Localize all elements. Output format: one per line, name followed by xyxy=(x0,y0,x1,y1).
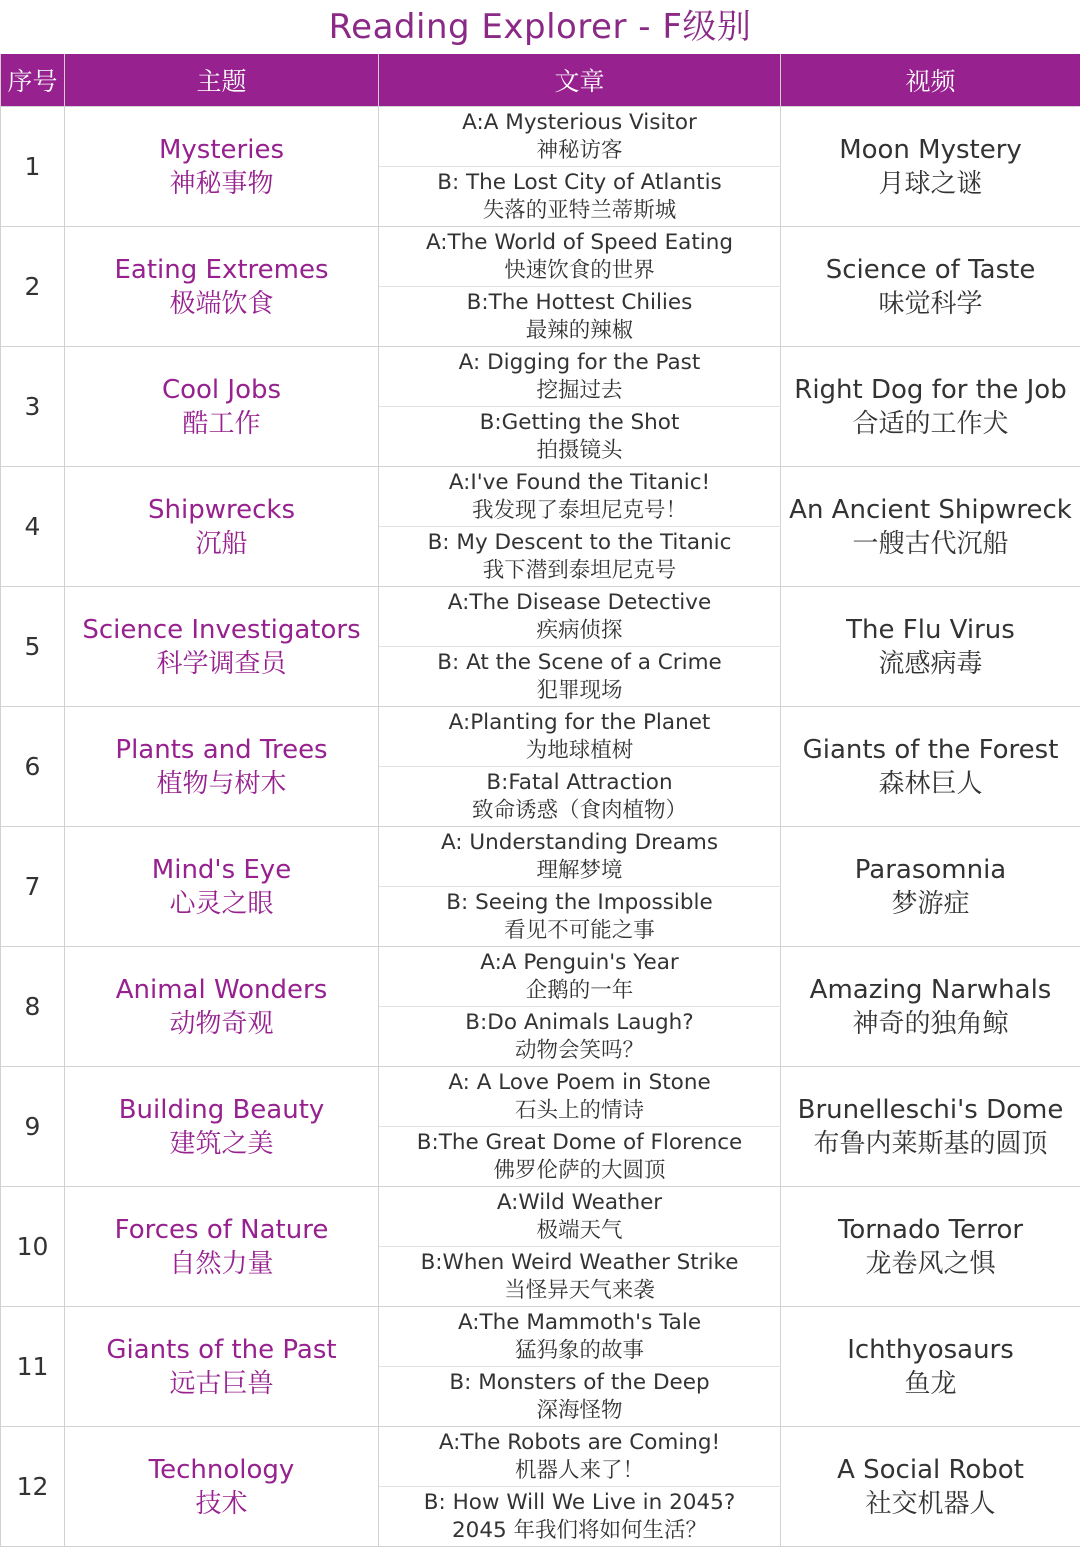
article-b-cell xyxy=(379,1127,781,1187)
video-chinese: 社交机器人 xyxy=(865,1488,996,1519)
row-number: 10 xyxy=(1,1187,65,1307)
video-chinese: 梦游症 xyxy=(891,888,970,919)
article-b-chinese: 失落的亚特兰蒂斯城 xyxy=(482,197,677,223)
video-cell xyxy=(781,1187,1080,1307)
table-row xyxy=(1,587,1080,647)
article-a-cell xyxy=(379,467,781,527)
article-a-cell xyxy=(379,1427,781,1487)
row-number: 11 xyxy=(1,1307,65,1427)
article-a-cell xyxy=(379,107,781,167)
video-english: Tornado Terror xyxy=(837,1214,1024,1245)
topic-chinese: 自然力量 xyxy=(169,1248,274,1279)
topic-cell xyxy=(65,1307,379,1427)
topic-cell xyxy=(65,1187,379,1307)
article-a-english: A:A Mysterious Visitor xyxy=(462,109,697,135)
article-b-chinese: 致命诱惑（食肉植物） xyxy=(471,797,687,823)
article-b-chinese: 我下潜到泰坦尼克号 xyxy=(482,557,677,583)
article-b-english: B: My Descent to the Titanic xyxy=(427,529,732,555)
video-chinese: 月球之谜 xyxy=(878,168,983,199)
article-a-english: A: A Love Poem in Stone xyxy=(448,1069,711,1095)
article-a-chinese: 极端天气 xyxy=(536,1217,623,1243)
video-english: The Flu Virus xyxy=(846,614,1015,645)
article-b-chinese: 佛罗伦萨的大圆顶 xyxy=(493,1157,666,1183)
article-b-cell xyxy=(379,287,781,347)
article-b-chinese: 2045 年我们将如何生活？ xyxy=(451,1517,708,1543)
video-cell xyxy=(781,587,1080,707)
article-a-cell xyxy=(379,947,781,1007)
article-a-chinese: 为地球植树 xyxy=(525,737,634,763)
article-a-cell xyxy=(379,227,781,287)
video-english: Ichthyosaurs xyxy=(847,1334,1014,1365)
article-a-chinese: 机器人来了！ xyxy=(514,1457,644,1483)
table-body xyxy=(1,107,1080,1547)
header-article: 文章 xyxy=(379,54,781,107)
article-b-cell xyxy=(379,167,781,227)
topic-english: Technology xyxy=(148,1454,295,1485)
video-cell xyxy=(781,707,1080,827)
article-a-chinese: 理解梦境 xyxy=(536,857,623,883)
article-b-chinese: 看见不可能之事 xyxy=(504,917,655,943)
curriculum-table xyxy=(0,54,1080,1547)
article-b-english: B:The Great Dome of Florence xyxy=(416,1129,743,1155)
row-number: 2 xyxy=(1,227,65,347)
video-chinese: 森林巨人 xyxy=(878,768,983,799)
article-b-cell xyxy=(379,407,781,467)
article-b-chinese: 拍摄镜头 xyxy=(536,437,623,463)
topic-chinese: 建筑之美 xyxy=(169,1128,274,1159)
row-number: 7 xyxy=(1,827,65,947)
topic-cell xyxy=(65,227,379,347)
video-chinese: 味觉科学 xyxy=(878,288,983,319)
page-title: Reading Explorer - F级别 xyxy=(328,7,752,47)
article-b-cell xyxy=(379,1247,781,1307)
topic-cell xyxy=(65,347,379,467)
topic-chinese: 神秘事物 xyxy=(169,168,274,199)
video-english: Parasomnia xyxy=(854,854,1007,885)
article-a-chinese: 快速饮食的世界 xyxy=(504,257,655,283)
header-row xyxy=(1,54,1080,107)
topic-chinese: 极端饮食 xyxy=(169,288,274,319)
article-a-cell xyxy=(379,587,781,647)
topic-english: Building Beauty xyxy=(118,1094,325,1125)
row-number: 12 xyxy=(1,1427,65,1547)
header-video: 视频 xyxy=(781,54,1080,107)
row-number: 5 xyxy=(1,587,65,707)
topic-chinese: 科学调查员 xyxy=(156,648,287,679)
article-b-english: B:When Weird Weather Strike xyxy=(420,1249,739,1275)
video-cell xyxy=(781,1427,1080,1547)
video-english: Amazing Narwhals xyxy=(809,974,1052,1005)
article-a-english: A:A Penguin's Year xyxy=(480,949,679,975)
article-a-chinese: 企鹅的一年 xyxy=(525,977,634,1003)
article-b-cell xyxy=(379,887,781,947)
table-row xyxy=(1,1187,1080,1247)
article-a-chinese: 猛犸象的故事 xyxy=(514,1337,644,1363)
topic-english: Mysteries xyxy=(158,134,284,165)
video-chinese: 合适的工作犬 xyxy=(852,408,1009,439)
video-english: An Ancient Shipwreck xyxy=(789,494,1072,525)
topic-cell xyxy=(65,587,379,707)
video-chinese: 鱼龙 xyxy=(904,1368,957,1399)
topic-chinese: 技术 xyxy=(195,1488,248,1519)
video-cell xyxy=(781,107,1080,227)
topic-cell xyxy=(65,1067,379,1187)
header-topic: 主题 xyxy=(65,54,379,107)
video-english: Moon Mystery xyxy=(839,134,1022,165)
table-row xyxy=(1,1067,1080,1127)
article-b-english: B: Monsters of the Deep xyxy=(449,1369,710,1395)
article-b-english: B: Seeing the Impossible xyxy=(446,889,713,915)
article-a-chinese: 石头上的情诗 xyxy=(514,1097,644,1123)
video-cell xyxy=(781,347,1080,467)
article-b-chinese: 动物会笑吗？ xyxy=(514,1037,644,1063)
video-cell xyxy=(781,227,1080,347)
article-a-cell xyxy=(379,347,781,407)
video-english: Science of Taste xyxy=(825,254,1036,285)
article-b-cell xyxy=(379,527,781,587)
table-row xyxy=(1,347,1080,407)
topic-english: Giants of the Past xyxy=(106,1334,337,1365)
article-a-cell xyxy=(379,707,781,767)
row-number: 9 xyxy=(1,1067,65,1187)
article-a-chinese: 疾病侦探 xyxy=(536,617,623,643)
article-b-cell xyxy=(379,647,781,707)
row-number: 3 xyxy=(1,347,65,467)
article-b-cell xyxy=(379,1487,781,1547)
topic-english: Eating Extremes xyxy=(114,254,329,285)
table-row xyxy=(1,707,1080,767)
video-cell xyxy=(781,1307,1080,1427)
video-english: Right Dog for the Job xyxy=(794,374,1067,405)
topic-chinese: 心灵之眼 xyxy=(169,888,274,919)
row-number: 1 xyxy=(1,107,65,227)
video-cell xyxy=(781,947,1080,1067)
topic-english: Science Investigators xyxy=(82,614,361,645)
article-a-english: A:I've Found the Titanic! xyxy=(448,469,711,495)
topic-english: Mind's Eye xyxy=(151,854,292,885)
article-b-chinese: 犯罪现场 xyxy=(536,677,623,703)
article-a-english: A:The Robots are Coming! xyxy=(438,1429,721,1455)
row-number: 8 xyxy=(1,947,65,1067)
article-a-cell xyxy=(379,1067,781,1127)
topic-cell xyxy=(65,107,379,227)
article-a-chinese: 我发现了泰坦尼克号！ xyxy=(471,497,687,523)
article-b-english: B:The Hottest Chilies xyxy=(466,289,693,315)
table-row xyxy=(1,1427,1080,1487)
article-b-english: B: The Lost City of Atlantis xyxy=(437,169,722,195)
video-cell xyxy=(781,1067,1080,1187)
topic-cell xyxy=(65,827,379,947)
topic-english: Cool Jobs xyxy=(161,374,282,405)
article-a-english: A: Understanding Dreams xyxy=(440,829,719,855)
video-chinese: 神奇的独角鲸 xyxy=(852,1008,1009,1039)
article-a-chinese: 挖掘过去 xyxy=(536,377,623,403)
table-row xyxy=(1,947,1080,1007)
table-row xyxy=(1,227,1080,287)
topic-chinese: 酷工作 xyxy=(182,408,261,439)
video-chinese: 龙卷风之惧 xyxy=(865,1248,996,1279)
article-b-cell xyxy=(379,1007,781,1067)
article-b-chinese: 当怪异天气来袭 xyxy=(504,1277,655,1303)
topic-english: Shipwrecks xyxy=(148,494,295,525)
video-english: A Social Robot xyxy=(837,1454,1024,1485)
article-a-cell xyxy=(379,1187,781,1247)
video-chinese: 布鲁内莱斯基的圆顶 xyxy=(813,1128,1048,1159)
topic-english: Plants and Trees xyxy=(115,734,328,765)
article-b-chinese: 深海怪物 xyxy=(536,1397,623,1423)
article-a-chinese: 神秘访客 xyxy=(536,137,623,163)
article-a-english: A: Digging for the Past xyxy=(458,349,701,375)
article-b-english: B: At the Scene of a Crime xyxy=(437,649,722,675)
video-chinese: 一艘古代沉船 xyxy=(852,528,1009,559)
article-b-english: B:Fatal Attraction xyxy=(486,769,673,795)
topic-chinese: 远古巨兽 xyxy=(169,1368,274,1399)
table-row xyxy=(1,1307,1080,1367)
article-b-chinese: 最辣的辣椒 xyxy=(525,317,634,343)
article-b-english: B:Getting the Shot xyxy=(479,409,680,435)
topic-chinese: 植物与树木 xyxy=(156,768,287,799)
article-a-english: A:The Disease Detective xyxy=(447,589,712,615)
article-a-english: A:The Mammoth's Tale xyxy=(457,1309,702,1335)
article-b-cell xyxy=(379,767,781,827)
article-b-cell xyxy=(379,1367,781,1427)
topic-english: Animal Wonders xyxy=(115,974,328,1005)
topic-cell xyxy=(65,1427,379,1547)
video-cell xyxy=(781,467,1080,587)
article-a-cell xyxy=(379,1307,781,1367)
article-a-english: A:The World of Speed Eating xyxy=(425,229,734,255)
article-a-english: A:Wild Weather xyxy=(496,1189,663,1215)
table-row xyxy=(1,467,1080,527)
topic-english: Forces of Nature xyxy=(114,1214,329,1245)
topic-chinese: 沉船 xyxy=(195,528,248,559)
row-number: 4 xyxy=(1,467,65,587)
video-cell xyxy=(781,827,1080,947)
header-num: 序号 xyxy=(1,54,65,107)
article-a-english: A:Planting for the Planet xyxy=(448,709,711,735)
row-number: 6 xyxy=(1,707,65,827)
article-b-english: B:Do Animals Laugh? xyxy=(465,1009,694,1035)
video-chinese: 流感病毒 xyxy=(878,648,983,679)
article-a-cell xyxy=(379,827,781,887)
table-row xyxy=(1,827,1080,887)
table-row xyxy=(1,107,1080,167)
topic-cell xyxy=(65,707,379,827)
article-b-english: B: How Will We Live in 2045? xyxy=(423,1489,736,1515)
video-english: Brunelleschi's Dome xyxy=(797,1094,1064,1125)
topic-cell xyxy=(65,947,379,1067)
video-english: Giants of the Forest xyxy=(802,734,1059,765)
topic-chinese: 动物奇观 xyxy=(169,1008,274,1039)
topic-cell xyxy=(65,467,379,587)
